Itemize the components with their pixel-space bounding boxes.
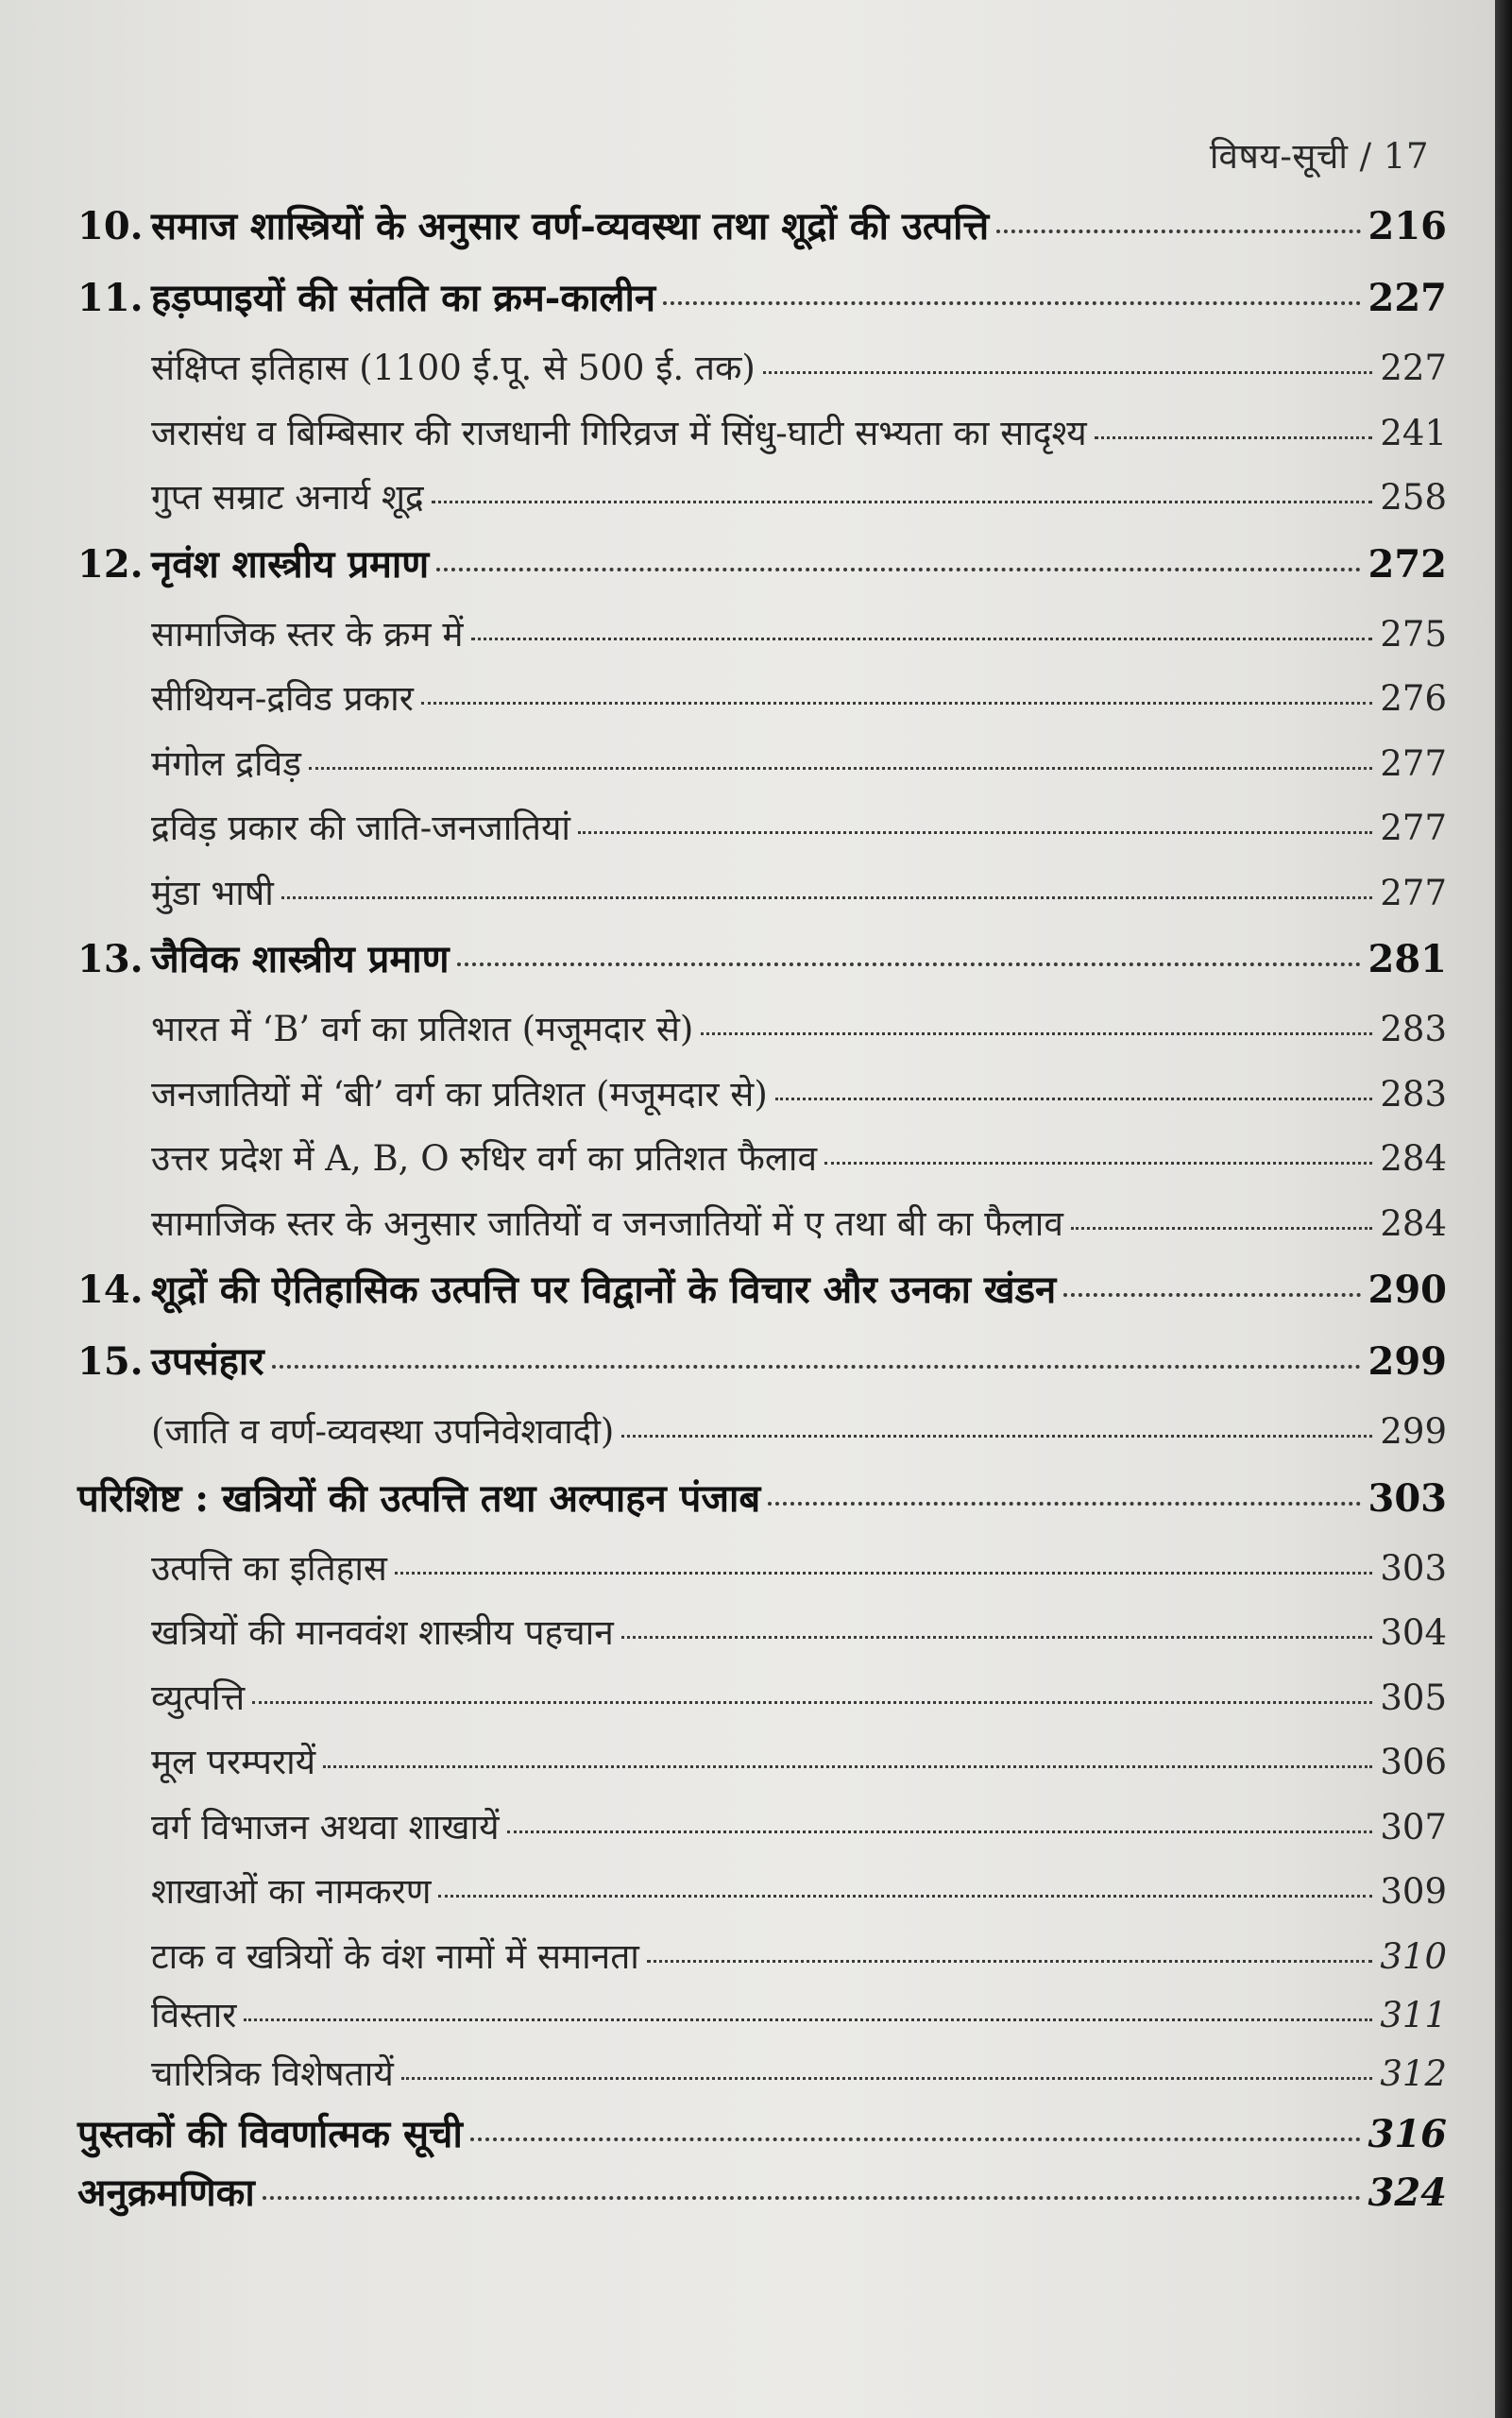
- toc-entry-text: खत्रियों की मानववंश शास्त्रीय पहचान: [151, 1612, 614, 1653]
- toc-entry-title: [151, 342, 756, 390]
- toc-entry-title: [151, 802, 570, 850]
- toc-subentry: [77, 2048, 1447, 2106]
- toc-entry-title: [151, 1989, 236, 2037]
- toc-entry-text: जनजातियों में ‘बी’ वर्ग का प्रतिशत (मजूमदार से): [151, 1073, 768, 1115]
- toc-subentry: [77, 1736, 1447, 1801]
- toc-entry-text: भारत में ‘B’ वर्ग का प्रतिशत (मजूमदार से): [151, 1009, 694, 1049]
- toc-subentry: [77, 1405, 1447, 1471]
- toc-page-number: 299: [1368, 1339, 1447, 1384]
- toc-entry-text: मुंडा भाषी: [151, 872, 274, 913]
- toc-chapter-entry: [77, 931, 1447, 1003]
- toc-page-number: 281: [1368, 937, 1447, 981]
- dot-leader: [578, 831, 1372, 834]
- toc-entry-title: [77, 198, 989, 250]
- toc-entry-title: [151, 608, 464, 656]
- toc-page-number: 227: [1380, 348, 1447, 388]
- toc-subentry: [77, 1132, 1447, 1198]
- toc-page-number: 304: [1380, 1612, 1447, 1653]
- toc-entry-text: पुस्तकों की विवर्णात्मक सूची: [77, 2111, 463, 2156]
- dot-leader: [507, 1831, 1373, 1833]
- toc-subentry: [77, 342, 1447, 407]
- toc-page-number: 290: [1368, 1268, 1447, 1312]
- toc-entry-text: उत्तर प्रदेश में A, B, O रुधिर वर्ग का प्रतिशत फैलाव: [151, 1138, 818, 1179]
- running-head: विषय-सूची / 17: [1209, 136, 1429, 177]
- dot-leader: [621, 1636, 1373, 1639]
- toc-entry-text: विस्तार: [151, 1994, 237, 2035]
- toc-page-number: 316: [1368, 2111, 1447, 2156]
- toc-entry-title: [151, 1607, 614, 1655]
- dot-leader: [309, 767, 1372, 770]
- toc-page-number: 277: [1380, 742, 1447, 784]
- toc-chapter-number: 12.: [77, 541, 144, 587]
- toc-entry-title: [151, 1672, 245, 1720]
- toc-chapter-entry: [77, 198, 1447, 270]
- dot-leader: [824, 1162, 1372, 1165]
- toc-entry-title: [77, 2106, 463, 2158]
- toc-entry-text: सामाजिक स्तर के क्रम में: [151, 613, 464, 655]
- toc-page-number: 241: [1380, 412, 1447, 453]
- toc-subentry: [77, 867, 1447, 932]
- dot-leader: [1095, 436, 1373, 439]
- toc-page-number: 303: [1368, 1475, 1447, 1521]
- toc-backmatter-entry: [77, 2106, 1447, 2165]
- toc-entry-text: चारित्रिक विशेषतायें: [151, 2052, 394, 2094]
- toc-chapter-entry: [77, 270, 1447, 342]
- toc-entry-text: समाज शास्त्रियों के अनुसार वर्ण-व्यवस्था तथा शूद्रों की उत्पत्ति: [151, 204, 990, 248]
- dot-leader: [471, 638, 1373, 640]
- toc-page-number: 227: [1368, 276, 1447, 320]
- toc-subentry: [77, 1989, 1447, 2048]
- dot-leader: [663, 301, 1360, 305]
- dot-leader: [323, 1765, 1372, 1768]
- dot-leader: [438, 1895, 1372, 1898]
- toc-subentry: [77, 1931, 1447, 1989]
- table-of-contents: [77, 198, 1447, 2223]
- page-edge-shadow: [1495, 0, 1512, 2418]
- toc-subentry: [77, 738, 1447, 803]
- toc-entry-text: द्रविड़ प्रकार की जाति-जनजातियां: [151, 808, 571, 848]
- toc-subentry: [77, 673, 1447, 738]
- toc-entry-title: [77, 536, 429, 588]
- toc-page-number: 284: [1380, 1202, 1447, 1244]
- toc-entry-title: [151, 407, 1087, 455]
- toc-page-number: 272: [1368, 541, 1447, 587]
- toc-page-number: 283: [1380, 1009, 1447, 1049]
- toc-subentry: [77, 1801, 1447, 1866]
- toc-page-number: 311: [1380, 1994, 1447, 2035]
- toc-entry-text: परिशिष्ट : खत्रियों की उत्पत्ति तथा अल्पाहन पंजाब: [77, 1475, 761, 1521]
- toc-page-number: 216: [1368, 204, 1447, 248]
- toc-entry-text: उपसंहार: [151, 1339, 264, 1384]
- toc-page-number: 303: [1380, 1547, 1447, 1589]
- dot-leader: [263, 2196, 1361, 2200]
- toc-chapter-number: 14.: [77, 1268, 144, 1312]
- toc-chapter-number: 11.: [77, 276, 144, 320]
- toc-page-number: 277: [1380, 808, 1447, 848]
- toc-entry-text: उत्पत्ति का इतिहास: [151, 1547, 387, 1589]
- dot-leader: [775, 1098, 1373, 1100]
- toc-chapter-entry: [77, 1471, 1447, 1542]
- dot-leader: [401, 2077, 1373, 2080]
- toc-page-number: 258: [1380, 477, 1447, 518]
- toc-entry-text: शूद्रों की ऐतिहासिक उत्पत्ति पर विद्वानों के विचार और उनका खंडन: [151, 1268, 1057, 1312]
- dot-leader: [421, 702, 1373, 705]
- toc-entry-title: [151, 1542, 387, 1591]
- toc-entry-title: [151, 1931, 639, 1979]
- toc-subentry: [77, 1542, 1447, 1608]
- dot-leader: [244, 2018, 1372, 2021]
- toc-page-number: 324: [1368, 2170, 1447, 2215]
- toc-entry-title: [151, 1132, 817, 1181]
- toc-chapter-number: 10.: [77, 204, 144, 248]
- toc-entry-title: [151, 1003, 693, 1051]
- toc-entry-text: सामाजिक स्तर के अनुसार जातियों व जनजातियों में ए तथा बी का फैलाव: [151, 1202, 1063, 1244]
- toc-entry-title: [151, 1068, 768, 1116]
- toc-chapter-entry: [77, 536, 1447, 608]
- toc-page-number: 299: [1380, 1411, 1447, 1452]
- toc-page-number: 277: [1380, 872, 1447, 913]
- toc-entry-title: [151, 1405, 614, 1454]
- toc-entry-text: सीथियन-द्रविड प्रकार: [151, 678, 414, 719]
- toc-entry-text: नृवंश शास्त्रीय प्रमाण: [151, 541, 430, 587]
- dot-leader: [763, 371, 1373, 374]
- dot-leader: [272, 1365, 1361, 1369]
- toc-entry-title: [77, 2165, 255, 2217]
- toc-page-number: 306: [1380, 1742, 1447, 1782]
- toc-entry-text: व्युत्पत्ति: [151, 1677, 246, 1718]
- toc-entry-title: [151, 1736, 315, 1784]
- toc-chapter-entry: [77, 1334, 1447, 1405]
- toc-entry-title: [77, 1334, 264, 1386]
- toc-entry-text: जरासंध व बिम्बिसार की राजधानी गिरिव्रज में सिंधु-घाटी सभ्यता का सादृश्य: [151, 412, 1087, 453]
- toc-subentry: [77, 1607, 1447, 1672]
- toc-entry-text: वर्ग विभाजन अथवा शाखायें: [151, 1806, 500, 1848]
- toc-subentry: [77, 1672, 1447, 1737]
- toc-entry-title: [151, 471, 424, 519]
- toc-subentry: [77, 608, 1447, 673]
- toc-subentry: [77, 471, 1447, 536]
- toc-entry-text: गुप्त सम्राट अनार्य शूद्र: [151, 477, 424, 518]
- toc-subentry: [77, 802, 1447, 867]
- toc-entry-title: [151, 1865, 431, 1914]
- toc-chapter-number: 15.: [77, 1339, 144, 1384]
- dot-leader: [252, 1701, 1372, 1704]
- dot-leader: [701, 1032, 1372, 1035]
- toc-subentry: [77, 1865, 1447, 1931]
- toc-backmatter-entry: [77, 2165, 1447, 2223]
- toc-entry-title: [77, 1262, 1056, 1314]
- dot-leader: [436, 568, 1360, 571]
- toc-entry-title: [151, 1801, 500, 1849]
- toc-page-number: 276: [1380, 678, 1447, 719]
- toc-page-number: 305: [1380, 1677, 1447, 1718]
- toc-entry-text: शाखाओं का नामकरण: [151, 1871, 432, 1912]
- toc-page-number: 309: [1380, 1871, 1447, 1912]
- toc-entry-title: [151, 867, 274, 915]
- dot-leader: [768, 1502, 1360, 1506]
- toc-entry-text: अनुक्रमणिका: [77, 2170, 255, 2215]
- dot-leader: [1063, 1293, 1360, 1297]
- dot-leader: [395, 1572, 1372, 1575]
- toc-page-number: 284: [1380, 1138, 1447, 1179]
- toc-entry-title: [151, 2048, 394, 2096]
- toc-page-number: 310: [1380, 1935, 1447, 1977]
- dot-leader: [281, 896, 1373, 899]
- dot-leader: [432, 501, 1373, 503]
- toc-subentry: [77, 1198, 1447, 1263]
- toc-page-number: 307: [1380, 1806, 1447, 1848]
- toc-entry-title: [77, 1471, 760, 1523]
- dot-leader: [457, 962, 1361, 966]
- toc-entry-text: मंगोल द्रविड़: [151, 742, 301, 784]
- toc-entry-text: टाक व खत्रियों के वंश नामों में समानता: [151, 1935, 639, 1977]
- toc-entry-title: [151, 673, 414, 721]
- toc-chapter-number: 13.: [77, 937, 144, 981]
- toc-entry-title: [151, 738, 301, 786]
- toc-entry-text: मूल परम्परायें: [151, 1742, 316, 1782]
- toc-page-number: 283: [1380, 1073, 1447, 1115]
- toc-entry-title: [77, 931, 450, 983]
- toc-page-number: 275: [1380, 613, 1447, 655]
- dot-leader: [621, 1435, 1372, 1438]
- toc-entry-text: संक्षिप्त इतिहास (1100 ई.पू. से 500 ई. तक): [151, 348, 756, 388]
- toc-entry-text: जैविक शास्त्रीय प्रमाण: [151, 937, 450, 981]
- toc-subentry: [77, 1068, 1447, 1133]
- toc-entry-text: हड़प्पाइयों की संतति का क्रम-कालीन: [151, 276, 656, 320]
- dot-leader: [647, 1960, 1372, 1963]
- dot-leader: [1071, 1227, 1372, 1230]
- toc-chapter-entry: [77, 1262, 1447, 1334]
- toc-entry-title: [77, 270, 655, 322]
- toc-entry-text: (जाति व वर्ण-व्यवस्था उपनिवेशवादी): [151, 1411, 615, 1452]
- dot-leader: [996, 230, 1360, 233]
- toc-page-number: 312: [1380, 2052, 1447, 2094]
- toc-entry-title: [151, 1198, 1063, 1246]
- toc-subentry: [77, 1003, 1447, 1068]
- dot-leader: [470, 2137, 1361, 2141]
- toc-subentry: [77, 407, 1447, 472]
